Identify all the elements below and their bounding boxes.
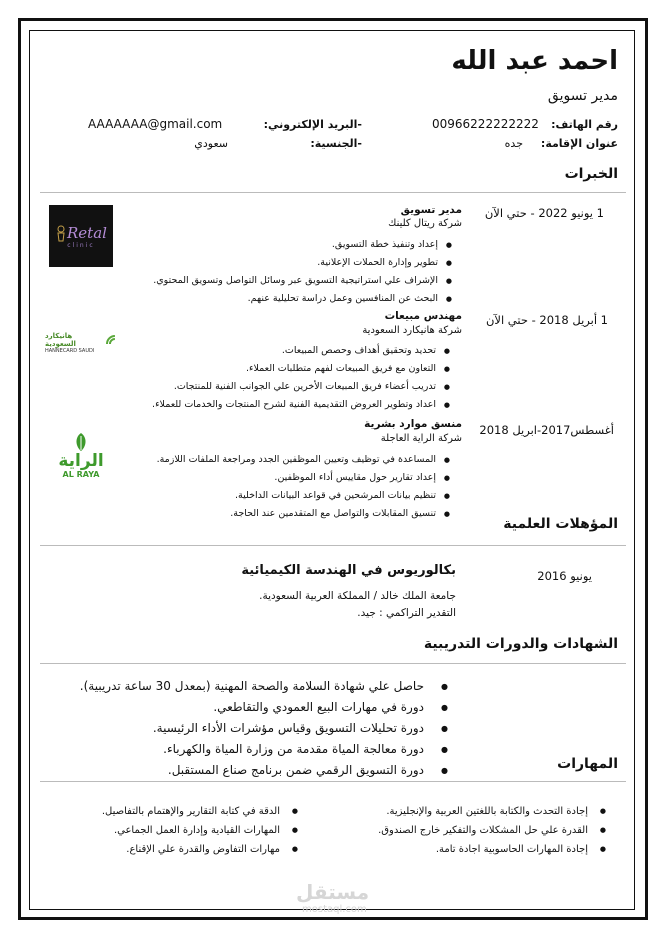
duty-item: ● المساعدة في توظيف وتعيين الموظفين الجدد ومراجعة الملفات اللازمة. — [157, 451, 450, 469]
skills-right-column — [378, 802, 610, 859]
job-1-title: مدير تسويق — [400, 204, 462, 216]
email-value[interactable]: AAAAAAA@gmail.com — [88, 117, 223, 131]
job-2-company: شركة هانيكارد السعودية — [362, 325, 462, 336]
duty-item: ● إعداد وتنفيذ خطة التسويق. — [153, 236, 452, 254]
skill-item: ● المهارات القيادية وإدارة العمل الجماعي. — [102, 821, 302, 840]
retal-figure-icon — [55, 224, 67, 242]
certificate-item: ● دورة التسويق الرقمي ضمن برنامج صناع المستقبل. — [80, 760, 454, 781]
job-3-duties — [157, 451, 450, 523]
alraya-logo-text: الراية — [58, 450, 104, 471]
residence-value: جده — [504, 137, 523, 150]
duty-item: ● تنظيم بيانات المرشحين في قواعد البيانات الداخلية. — [157, 487, 450, 505]
university-name: جامعة الملك خالد / المملكة العربية السعودية. — [259, 590, 456, 602]
duty-item: ● تنسيق المقابلات والتواصل مع المتقدمين عند الحاجة. — [157, 505, 450, 523]
hannecard-signal-icon — [105, 334, 119, 346]
hannecard-logo-text: هانيكارد السعودية — [45, 332, 76, 348]
email-label: -البريد الإلكتروني: — [263, 118, 362, 131]
experience-section-title: الخبرات — [564, 166, 618, 182]
skill-item: ● مهارات التفاوض والقدرة علي الإقناع. — [102, 840, 302, 859]
watermark-url: mostaql.com — [302, 904, 367, 915]
alraya-leaf-icon — [71, 432, 91, 452]
skill-item: ● إجادة التحدث والكتابة باللغتين العربية والإنجليزية. — [378, 802, 610, 821]
candidate-name: احمد عبد الله — [451, 46, 618, 76]
duty-item: ● اعداد وتطوير العروض التقديمية الفنية لشرح المنتجات والخدمات للعملاء. — [152, 396, 450, 414]
candidate-job-title: مدير تسويق — [547, 88, 618, 104]
nationality-label: -الجنسية: — [310, 137, 362, 150]
alraya-logo-sub: AL RAYA — [62, 469, 100, 479]
gpa-text: التقدير التراكمي : جيد. — [357, 607, 456, 619]
certificates-list — [80, 676, 454, 781]
job-1-duties — [153, 236, 452, 308]
certificates-divider — [40, 663, 626, 664]
duty-item: ● إعداد تقارير حول مقاييس أداء الموظفين. — [157, 469, 450, 487]
experience-divider — [40, 192, 626, 193]
retal-logo-text: Retal — [67, 223, 107, 242]
certificate-item: ● دورة معالجة المياة مقدمة من وزارة المياة والكهرباء. — [80, 739, 454, 760]
duty-item: ● الإشراف علي استراتيجية التسويق عبر وسائل التواصل وتسويق المحتوي. — [153, 272, 452, 290]
duty-item: ● تدريب أعضاء فريق المبيعات الأخرين علي الجوانب الفنية للمنتجات. — [152, 378, 450, 396]
skill-item: ● القدرة علي حل المشكلات والتفكير خارج الصندوق. — [378, 821, 610, 840]
education-divider — [40, 545, 626, 546]
hannecard-logo — [45, 330, 119, 356]
hannecard-logo-sub: HANNECARD SAUDI — [45, 348, 95, 354]
certificate-item: ● دورة في مهارات البيع العمودي والتقاطعي. — [80, 697, 454, 718]
watermark-brand: مستقل — [296, 880, 370, 904]
skills-section-title: المهارات — [557, 756, 618, 772]
job-1-date: 1 يونيو 2022 - حتي الآن — [484, 206, 604, 220]
duty-item: ● البحث عن المنافسين وعمل دراسة تحليلية عنهم. — [153, 290, 452, 308]
skill-item: ● الدقة في كتابة التقارير والإهتمام بالتفاصيل. — [102, 802, 302, 821]
certificate-item: ● حاصل علي شهادة السلامة والصحة المهنية (بمعدل 30 ساعة تدريبية). — [80, 676, 454, 697]
job-1-company: شركة ريتال كلينك — [388, 218, 462, 229]
skills-divider — [40, 781, 626, 782]
job-2-duties — [152, 342, 450, 414]
certificate-item: ● دورة تحليلات التسويق وقياس مؤشرات الأداء الرئيسية. — [80, 718, 454, 739]
alraya-logo — [50, 425, 112, 485]
degree-title: بكالوريوس في الهندسة الكيميائية — [241, 563, 456, 578]
skill-item: ● إجادة المهارات الحاسوبية اجادة تامة. — [378, 840, 610, 859]
job-3-date: أغسطس2017-ابريل 2018 — [479, 423, 614, 437]
job-3-title: منسق موارد بشرية — [364, 418, 462, 430]
phone-value: 00966222222222 — [432, 117, 539, 131]
residence-label: عنوان الإقامة: — [540, 137, 618, 150]
nationality-value: سعودي — [194, 137, 228, 150]
duty-item: ● تحديد وتحقيق أهداف وحصص المبيعات. — [152, 342, 450, 360]
job-2-date: 1 أبريل 2018 - حتي الآن — [485, 313, 608, 327]
education-date: يونيو 2016 — [537, 569, 592, 583]
duty-item: ● التعاون مع فريق المبيعات لفهم متطلبات العملاء. — [152, 360, 450, 378]
skills-left-column — [102, 802, 302, 859]
retal-clinic-logo — [49, 205, 113, 267]
job-2-title: مهندس مبيعات — [384, 310, 462, 322]
duty-item: ● تطوير وإدارة الحملات الإعلانية. — [153, 254, 452, 272]
retal-logo-sub: clinic — [67, 241, 95, 249]
certificates-section-title: الشهادات والدورات التدريبية — [423, 636, 618, 652]
job-3-company: شركة الراية العاجلة — [380, 433, 462, 444]
phone-label: رقم الهاتف: — [551, 118, 618, 131]
education-section-title: المؤهلات العلمية — [503, 516, 618, 532]
